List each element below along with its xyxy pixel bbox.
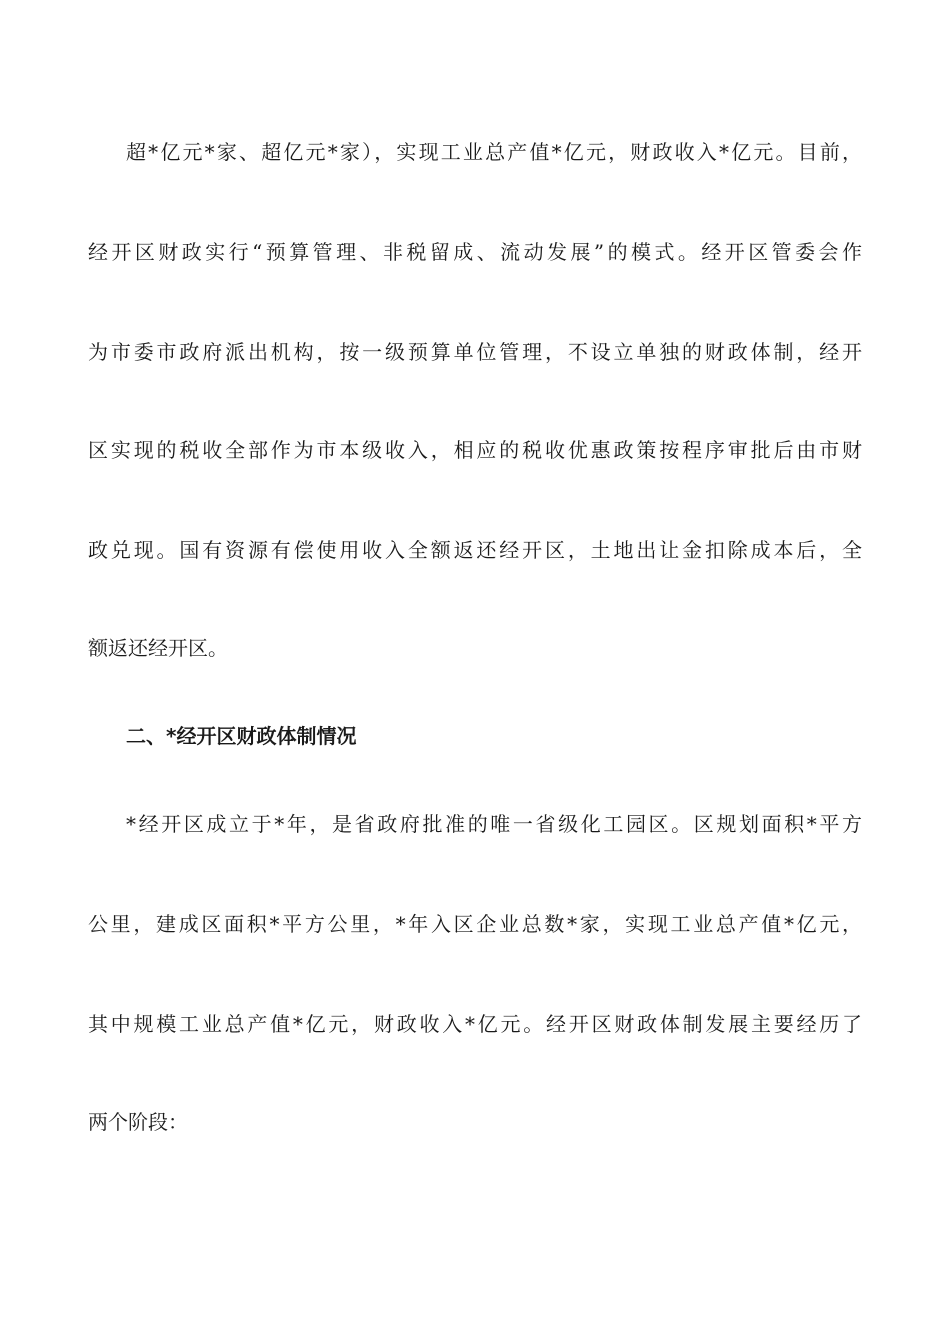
paragraph-line: 额返还经开区。 [88,636,228,660]
paragraph-line: 经开区财政实行“预算管理、非税留成、流动发展”的模式。经开区管委会作 [88,240,862,264]
paragraph-line: 超*亿元*家、超亿元*家），实现工业总产值*亿元，财政收入*亿元。目前， [126,140,862,164]
paragraph-line: 公里，建成区面积*平方公里，*年入区企业总数*家，实现工业总产值*亿元， [88,912,862,936]
paragraph-line: 为市委市政府派出机构，按一级预算单位管理，不设立单独的财政体制，经开 [88,340,862,364]
paragraph-line: 政兑现。国有资源有偿使用收入全额返还经开区，土地出让金扣除成本后，全 [88,538,862,562]
paragraph-line: 两个阶段： [88,1110,188,1134]
paragraph-line: 区实现的税收全部作为市本级收入，相应的税收优惠政策按程序审批后由市财 [88,438,862,462]
paragraph-line: 其中规模工业总产值*亿元，财政收入*亿元。经开区财政体制发展主要经历了 [88,1012,862,1036]
paragraph-line: *经开区成立于*年，是省政府批准的唯一省级化工园区。区规划面积*平方 [126,812,862,836]
section-heading: 二、*经开区财政体制情况 [126,724,357,748]
